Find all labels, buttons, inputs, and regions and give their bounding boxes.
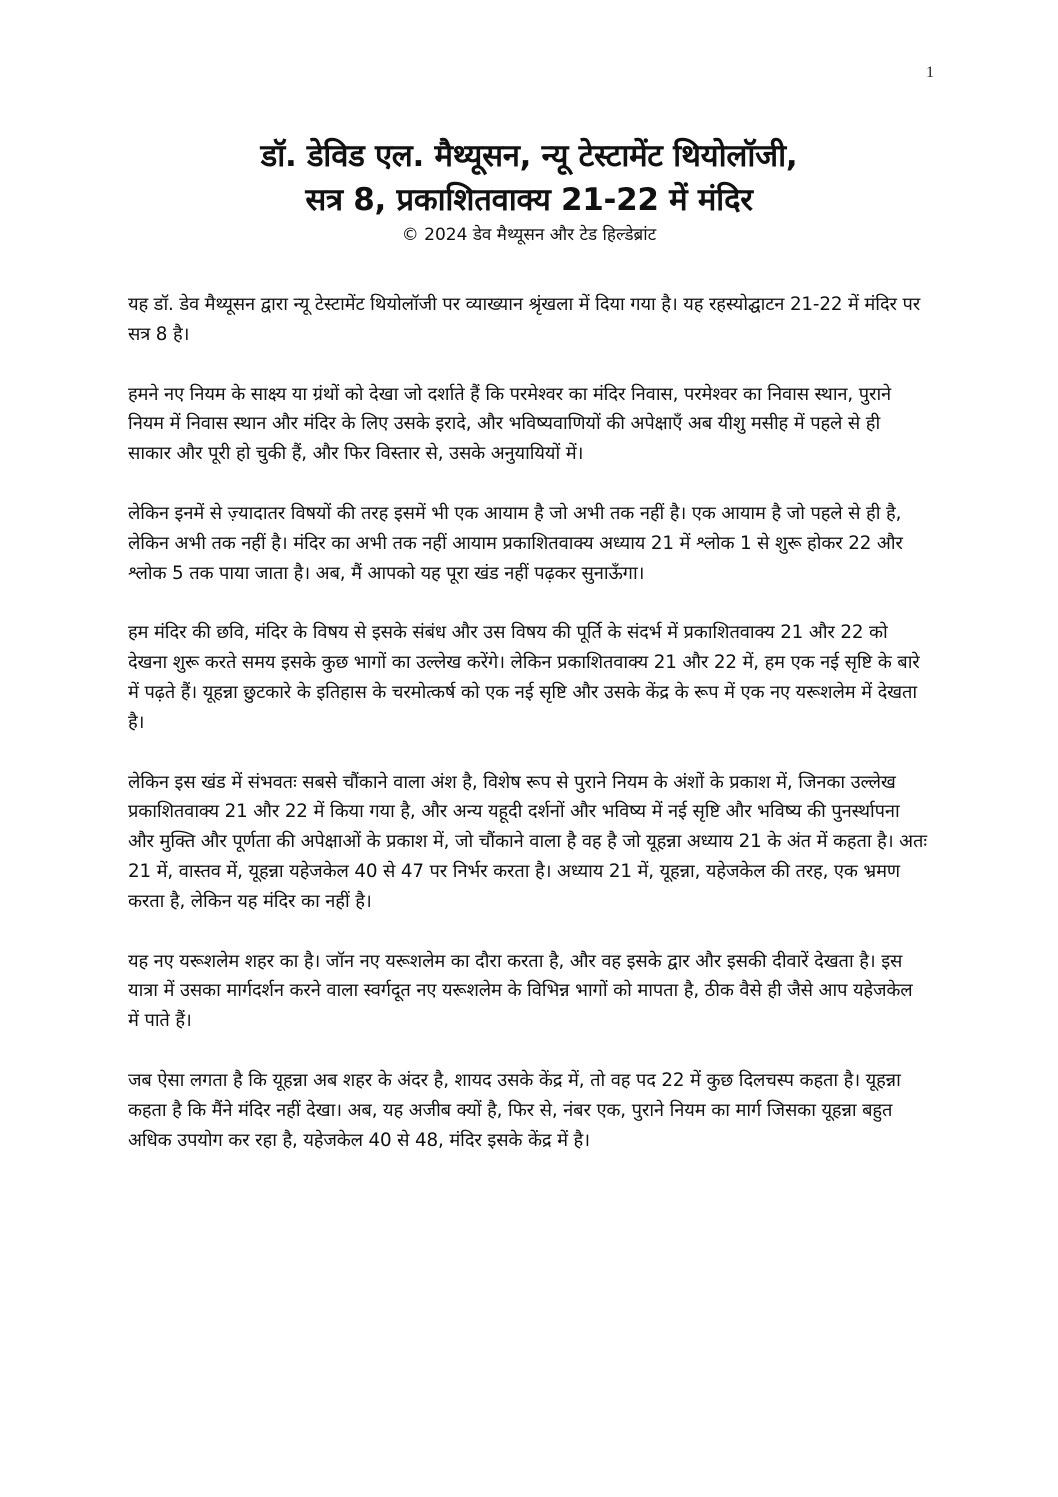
paragraph-3: लेकिन इनमें से ज़्यादातर विषयों की तरह इसमें भी एक आयाम है जो अभी तक नहीं है। एक आयाम है जो पहले से ही है, लेकिन अभी तक नहीं है। मंदिर का अभी तक नहीं आयाम प्रकाशितवाक्य अध्याय 21 में श्लोक 1 से शुरू होकर 22 और श्लोक 5 तक पाया जाता है। अब, मैं आपको यह पूरा खंड नहीं पढ़कर सुनाऊँगा। bbox=[128, 502, 903, 584]
paragraph-5: लेकिन इस खंड में संभवतः सबसे चौंकाने वाला अंश है, विशेष रूप से पुराने नियम के अंशों के प्रकाश में, जिनका उल्लेख प्रकाशितवाक्य 21 और 22 में किया गया है, और अन्य यहूदी दर्शनों और भविष्य में नई सृष्टि और भविष्य की पुनर्स्थापना और मुक्ति और पूर्णता की अपेक्षाओं के प्रकाश में, जो चौंकाने वाला है वह है जो यूहन्ना अध्याय 21 के अंत में कहता है। अतः 21 में, वास्तव में, यूहन्ना यहेजकेल 40 से 47 पर निर्भर करता है। अध्याय 21 में, यूहन्ना, यहेजकेल की तरह, एक भ्रमण करता है, लेकिन यह मंदिर का नहीं है। bbox=[128, 771, 927, 912]
paragraph-1: यह डॉ. डेव मैथ्यूसन द्वारा न्यू टेस्टामेंट थियोलॉजी पर व्याख्यान श्रृंखला में दिया गया है। यह रहस्योद्घाटन 21-22 में मंदिर पर सत्र 8 है। bbox=[128, 294, 921, 345]
paragraph-6: यह नए यरूशलेम शहर का है। जॉन नए यरूशलेम का दौरा करता है, और वह इसके द्वार और इसकी दीवारें देखता है। इस यात्रा में उसका मार्गदर्शन करने वाला स्वर्गदूत नए यरूशलेम के विभिन्न भागों को मापता है, ठीक वैसे ही जैसे आप यहेजकेल में पाते हैं। bbox=[128, 950, 913, 1032]
document-title-line-1: डॉ. डेविड एल. मैथ्यूसन, न्यू टेस्टामेंट थियोलॉजी, bbox=[260, 138, 798, 174]
copyright-notice: © 2024 डेव मैथ्यूसन और टेड हिल्डेब्रांट bbox=[401, 225, 657, 245]
paragraph-7: जब ऐसा लगता है कि यूहन्ना अब शहर के अंदर है, शायद उसके केंद्र में, तो वह पद 22 में कुछ दिलचस्प कहता है। यूहन्ना कहता है कि मैंने मंदिर नहीं देखा। अब, यह अजीब क्यों है, फिर से, नंबर एक, पुराने नियम का मार्ग जिसका यूहन्ना बहुत अधिक उपयोग कर रहा है, यहेजकेल 40 से 48, मंदिर इसके केंद्र में है। bbox=[128, 1069, 901, 1151]
document-title-line-2: सत्र 8, प्रकाशितवाक्य 21-22 में मंदिर bbox=[305, 182, 753, 218]
page-number: 1 bbox=[926, 64, 934, 81]
paragraph-4: हम मंदिर की छवि, मंदिर के विषय से इसके संबंध और उस विषय की पूर्ति के संदर्भ में प्रकाशितवाक्य 21 और 22 को देखना शुरू करते समय इसके कुछ भागों का उल्लेख करेंगे। लेकिन प्रकाशितवाक्य 21 और 22 में, हम एक नई सृष्टि के बारे में पढ़ते हैं। यूहन्ना छुटकारे के इतिहास के चरमोत्कर्ष को एक नई सृष्टि और उसके केंद्र के रूप में एक नए यरूशलेम में देखता है। bbox=[128, 622, 920, 733]
title-block bbox=[100, 134, 958, 248]
document-body bbox=[128, 290, 928, 1185]
paragraph-2: हमने नए नियम के साक्ष्य या ग्रंथों को देखा जो दर्शाते हैं कि परमेश्वर का मंदिर निवास, परमेश्वर का निवास स्थान, पुराने नियम में निवास स्थान और मंदिर के लिए उसके इरादे, और भविष्यवाणियों की अपेक्षाएँ अब यीशु मसीह में पहले से ही साकार और पूरी हो चुकी हैं, और फिर विस्तार से, उसके अनुयायियों में। bbox=[128, 383, 892, 465]
